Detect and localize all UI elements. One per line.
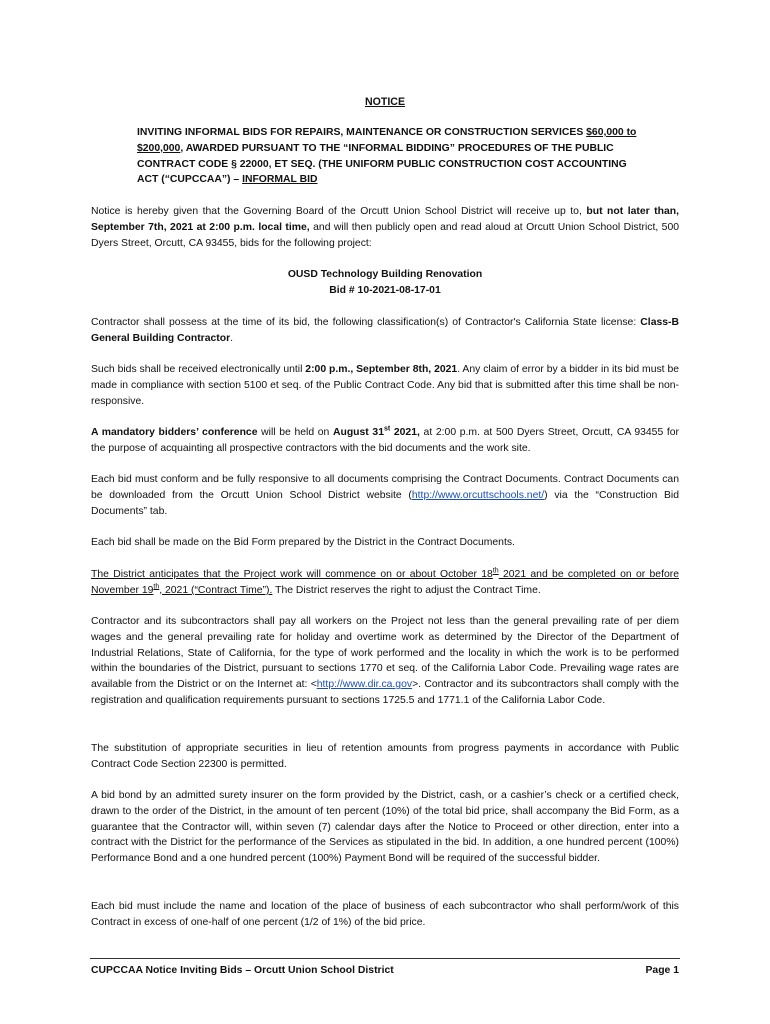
page-number: Page 1 xyxy=(645,965,679,976)
footer-title: CUPCCAA Notice Inviting Bids – Orcutt Union School District xyxy=(91,965,394,976)
paragraph-intro: Notice is hereby given that the Governing Board of the Orcutt Union School District will receive up to, but not later than, September 7th, 2021 at 2:00 p.m. local time, and will then publicly open and read aloud at Orcutt Union School District, 500 Dyers Street, Orcutt, CA 93455, bids for the following project: xyxy=(91,206,680,249)
project-name: OUSD Technology Building Renovation xyxy=(287,269,483,280)
paragraph-securities: The substitution of appropriate securities in lieu of retention amounts from progress payments in accordance with Public Contract Code Section 22300 is permitted. xyxy=(91,743,679,770)
paragraph-bid-form: Each bid shall be made on the Bid Form prepared by the District in the Contract Documents. xyxy=(91,537,515,548)
heading-text-1: INVITING INFORMAL BIDS FOR REPAIRS, MAINTENANCE OR CONSTRUCTION SERVICES xyxy=(137,127,587,138)
heading-informal-bid: INFORMAL BID xyxy=(242,174,318,186)
paragraph-wages: Contractor and its subcontractors shall pay all workers on the Project not less than the general prevailing rate of per diem wages and the general prevailing rate for holiday and overtime work as determined by the Director of the Department of Industrial Relations, State of California, for the type of work performed and the locality in which the work is to be performed within the boundaries of the District, pursuant to sections 1770 et seq. of the California Labor Code. Prevailing wage rates are available from the District or on the Internet at: <http://www.dir.ca.gov>. Contractor and its subcontractors shall comply with the registration and qualification requirements pursuant to sections 1725.5 and 1771.1 of the California Labor Code. xyxy=(91,616,679,706)
heading-amount: $60,000 to $200,000 xyxy=(137,127,637,154)
bid-number: Bid # 10-2021-08-17-01 xyxy=(329,285,441,296)
paragraph-bid-bond: A bid bond by an admitted surety insurer on the form provided by the District, cash, or a cashier’s check or a certified check, drawn to the order of the District, in the amount of ten percent (10%) of the total bid price, shall accompany the Bid Form, as a guarantee that the Contractor will, within seven (7) calendar days after the Notice to Proceed or other direction, enter into a contract with the District for the performance of the Services as stipulated in the bid. In addition, a one hundred percent (100%) Performance Bond and a one hundred percent (100%) Payment Bond will be required of the successful bidder. xyxy=(91,790,679,865)
paragraph-subcontractors: Each bid must include the name and location of the place of business of each subcontractor who shall perform/work of this Contract in excess of one-half of one percent (1/2 of 1%) of the bid price. xyxy=(91,901,679,928)
paragraph-contract-time: The District anticipates that the Project work will commence on or about October 18th 2021 and be completed on or before November 19th, 2021 (“Contract Time”). The District reserves the right to adjust the Contract Time. xyxy=(91,567,679,596)
notice-title: NOTICE xyxy=(364,96,406,108)
dir-ca-gov-link[interactable]: http://www.dir.ca.gov xyxy=(316,679,413,691)
orcutt-schools-link[interactable]: http://www.orcuttschools.net/ xyxy=(411,489,545,501)
notice-heading xyxy=(137,125,637,188)
heading-text-2: , AWARDED PURSUANT TO THE “INFORMAL BIDDING” PROCEDURES OF THE PUBLIC CONTRACT CODE § 22000, ET SEQ. (THE UNIFORM PUBLIC CONSTRUCTION COST ACCOUNTING ACT (“CUPCCAA”) – xyxy=(137,142,627,186)
paragraph-conference: A mandatory bidders’ conference will be held on August 31st 2021, at 2:00 p.m. at 500 Dyers Street, Orcutt, CA 93455 for the purpose of acquainting all prospective contractors with the bid documents and the work site. xyxy=(91,425,680,454)
paragraph-license: Contractor shall possess at the time of its bid, the following classification(s) of Contractor's California State license: Class-B General Building Contractor. xyxy=(91,317,679,344)
paragraph-documents: Each bid must conform and be fully responsive to all documents comprising the Contract Documents. Contract Documents can be downloaded from the Orcutt Union School District website (http://www.orcuttschools.net/) via the “Construction Bid Documents” tab. xyxy=(91,474,680,517)
paragraph-deadline: Such bids shall be received electronically until 2:00 p.m., September 8th, 2021. Any claim of error by a bidder in its bid must be made in compliance with section 5100 et seq. of the Public Contract Code. Any bid that is submitted after this time shall be non-responsive. xyxy=(91,364,680,407)
footer-divider xyxy=(90,958,680,959)
